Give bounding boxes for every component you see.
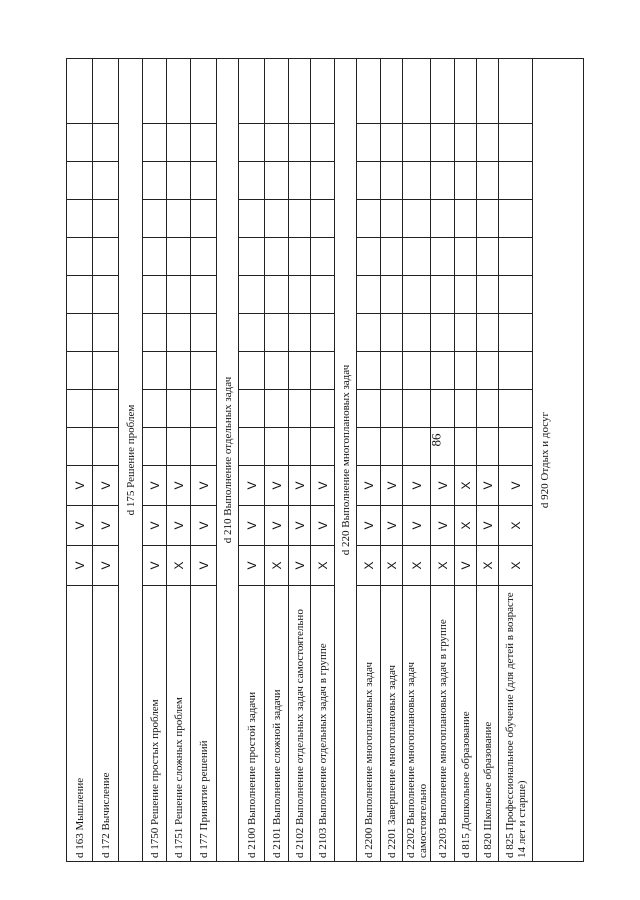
empty-cell xyxy=(289,199,310,237)
section-row xyxy=(217,59,239,861)
mark-cell: V xyxy=(311,465,334,505)
empty-cell xyxy=(431,161,454,199)
empty-cell xyxy=(381,123,402,161)
table-row xyxy=(403,59,431,861)
empty-cell xyxy=(455,199,476,237)
assessment-table xyxy=(66,58,584,862)
empty-cell xyxy=(67,237,92,275)
mark-cell: X xyxy=(499,545,532,585)
table-row xyxy=(311,59,335,861)
activity-name-cell: d 172 Вычисление xyxy=(93,585,118,861)
empty-cell xyxy=(357,313,380,351)
empty-cell xyxy=(67,427,92,465)
empty-cell xyxy=(311,237,334,275)
mark-cell: V xyxy=(289,545,310,585)
empty-cell xyxy=(477,199,498,237)
section-row xyxy=(119,59,143,861)
empty-cell xyxy=(477,351,498,389)
activity-name-cell: d 2202 Выполнение многоплановых задач самостоятельно xyxy=(403,585,430,861)
empty-cell xyxy=(403,85,430,123)
mark-cell: V xyxy=(265,505,288,545)
section-row xyxy=(533,59,557,861)
empty-cell xyxy=(265,161,288,199)
empty-cell xyxy=(143,199,166,237)
mark-cell: V xyxy=(67,505,92,545)
empty-cell xyxy=(191,237,216,275)
empty-cell xyxy=(167,427,190,465)
mark-cell: V xyxy=(93,505,118,545)
empty-cell xyxy=(239,237,264,275)
empty-cell xyxy=(67,313,92,351)
empty-cell xyxy=(403,389,430,427)
empty-cell xyxy=(431,123,454,161)
empty-cell xyxy=(289,85,310,123)
table-row xyxy=(239,59,265,861)
empty-cell xyxy=(143,389,166,427)
mark-cell: X xyxy=(311,545,334,585)
empty-cell xyxy=(311,85,334,123)
table-row xyxy=(191,59,217,861)
empty-cell xyxy=(239,313,264,351)
empty-cell xyxy=(477,123,498,161)
empty-cell xyxy=(499,199,532,237)
table-row xyxy=(93,59,119,861)
empty-cell xyxy=(311,351,334,389)
empty-cell xyxy=(311,161,334,199)
empty-cell xyxy=(477,161,498,199)
mark-cell: V xyxy=(499,465,532,505)
mark-cell: V xyxy=(191,545,216,585)
activity-name-cell: d 1751 Решение сложных проблем xyxy=(167,585,190,861)
empty-cell xyxy=(239,199,264,237)
empty-cell xyxy=(67,275,92,313)
mark-cell: V xyxy=(357,505,380,545)
empty-cell xyxy=(143,161,166,199)
mark-cell: V xyxy=(357,465,380,505)
empty-cell xyxy=(381,237,402,275)
section-row xyxy=(335,59,357,861)
mark-cell: V xyxy=(431,465,454,505)
empty-cell xyxy=(311,389,334,427)
mark-cell: V xyxy=(403,505,430,545)
mark-cell: V xyxy=(431,505,454,545)
empty-cell xyxy=(477,427,498,465)
empty-cell xyxy=(289,351,310,389)
empty-cell xyxy=(455,85,476,123)
mark-cell: V xyxy=(67,465,92,505)
empty-cell xyxy=(93,275,118,313)
empty-cell xyxy=(93,237,118,275)
empty-cell xyxy=(191,427,216,465)
empty-cell xyxy=(167,351,190,389)
empty-cell xyxy=(167,275,190,313)
mark-cell: V xyxy=(311,505,334,545)
mark-cell: V xyxy=(381,505,402,545)
mark-cell: X xyxy=(431,545,454,585)
empty-cell xyxy=(499,427,532,465)
empty-cell xyxy=(357,351,380,389)
empty-cell xyxy=(381,427,402,465)
empty-cell xyxy=(499,351,532,389)
empty-cell xyxy=(143,85,166,123)
empty-cell xyxy=(357,389,380,427)
table-row xyxy=(67,59,93,861)
activity-name-cell: d 2103 Выполнение отдельных задач в группе xyxy=(311,585,334,861)
empty-cell xyxy=(167,123,190,161)
mark-cell: V xyxy=(289,465,310,505)
empty-cell xyxy=(431,313,454,351)
empty-cell xyxy=(431,389,454,427)
empty-cell xyxy=(191,123,216,161)
activity-name-cell: d 920 Отдых и досуг xyxy=(539,411,551,509)
empty-cell xyxy=(167,85,190,123)
empty-cell xyxy=(357,161,380,199)
empty-cell xyxy=(455,313,476,351)
empty-cell xyxy=(265,427,288,465)
mark-cell: X xyxy=(381,545,402,585)
empty-cell xyxy=(289,389,310,427)
activity-name-cell: d 815 Дошкольное образование xyxy=(455,585,476,861)
empty-cell xyxy=(191,161,216,199)
activity-name-cell: d 220 Выполнение многоплановых задач xyxy=(339,364,352,556)
empty-cell xyxy=(289,237,310,275)
empty-cell xyxy=(93,351,118,389)
empty-cell xyxy=(239,275,264,313)
empty-cell xyxy=(381,161,402,199)
empty-cell xyxy=(311,313,334,351)
mark-cell: V xyxy=(403,465,430,505)
table-row xyxy=(265,59,289,861)
empty-cell xyxy=(239,161,264,199)
mark-cell: V xyxy=(67,545,92,585)
mark-cell: V xyxy=(143,465,166,505)
mark-cell: V xyxy=(191,465,216,505)
empty-cell xyxy=(431,237,454,275)
empty-cell xyxy=(381,389,402,427)
empty-cell xyxy=(403,199,430,237)
mark-cell: X xyxy=(455,505,476,545)
mark-cell: V xyxy=(289,505,310,545)
empty-cell xyxy=(311,275,334,313)
empty-cell xyxy=(67,351,92,389)
empty-cell xyxy=(431,85,454,123)
empty-cell xyxy=(431,275,454,313)
activity-name-cell: d 2101 Выполнение сложной задачи xyxy=(265,585,288,861)
table-row xyxy=(167,59,191,861)
empty-cell xyxy=(455,123,476,161)
empty-cell xyxy=(289,161,310,199)
empty-cell xyxy=(167,161,190,199)
empty-cell xyxy=(357,85,380,123)
empty-cell xyxy=(455,351,476,389)
mark-cell: V xyxy=(167,465,190,505)
activity-name-cell: d 2200 Выполнение многоплановых задач xyxy=(357,585,380,861)
table-row xyxy=(289,59,311,861)
empty-cell xyxy=(311,199,334,237)
empty-cell xyxy=(477,313,498,351)
empty-cell xyxy=(191,351,216,389)
mark-cell: V xyxy=(191,505,216,545)
empty-cell xyxy=(381,313,402,351)
activity-name-cell: d 2100 Выполнение простой задачи xyxy=(239,585,264,861)
empty-cell xyxy=(499,313,532,351)
mark-cell: V xyxy=(239,545,264,585)
table-row xyxy=(499,59,533,861)
empty-cell xyxy=(455,275,476,313)
empty-cell xyxy=(167,199,190,237)
empty-cell xyxy=(265,237,288,275)
empty-cell xyxy=(289,275,310,313)
empty-cell xyxy=(239,389,264,427)
empty-cell xyxy=(191,313,216,351)
empty-cell xyxy=(93,199,118,237)
empty-cell xyxy=(455,389,476,427)
empty-cell xyxy=(357,237,380,275)
empty-cell xyxy=(289,123,310,161)
empty-cell xyxy=(357,275,380,313)
page-number: 86 xyxy=(428,433,444,447)
mark-cell: V xyxy=(93,545,118,585)
empty-cell xyxy=(239,427,264,465)
empty-cell xyxy=(265,85,288,123)
empty-cell xyxy=(67,161,92,199)
empty-cell xyxy=(67,389,92,427)
empty-cell xyxy=(143,275,166,313)
empty-cell xyxy=(67,85,92,123)
table-row xyxy=(428,59,455,861)
mark-cell: V xyxy=(143,545,166,585)
empty-cell xyxy=(477,237,498,275)
empty-cell xyxy=(191,85,216,123)
activity-name-cell: d 177 Принятие решений xyxy=(191,585,216,861)
empty-cell xyxy=(191,389,216,427)
empty-cell xyxy=(93,161,118,199)
table-body xyxy=(67,59,557,861)
empty-cell xyxy=(428,427,454,465)
empty-cell xyxy=(381,199,402,237)
empty-cell xyxy=(403,237,430,275)
empty-cell xyxy=(167,313,190,351)
empty-cell xyxy=(93,85,118,123)
empty-cell xyxy=(239,85,264,123)
empty-cell xyxy=(357,427,380,465)
mark-cell: V xyxy=(265,465,288,505)
empty-cell xyxy=(431,199,454,237)
empty-cell xyxy=(381,351,402,389)
empty-cell xyxy=(357,199,380,237)
table-row xyxy=(381,59,403,861)
empty-cell xyxy=(265,313,288,351)
empty-cell xyxy=(265,351,288,389)
mark-cell: X xyxy=(403,545,430,585)
empty-cell xyxy=(93,313,118,351)
empty-cell xyxy=(403,351,430,389)
empty-cell xyxy=(289,313,310,351)
empty-cell xyxy=(167,389,190,427)
empty-cell xyxy=(289,427,310,465)
empty-cell xyxy=(93,427,118,465)
empty-cell xyxy=(403,123,430,161)
mark-cell: V xyxy=(93,465,118,505)
activity-name-cell: d 2203 Выполнение многоплановых задач в группе xyxy=(431,585,454,861)
empty-cell xyxy=(357,123,380,161)
activity-name-cell: d 2201 Завершение многоплановых задач xyxy=(381,585,402,861)
empty-cell xyxy=(499,389,532,427)
mark-cell: V xyxy=(239,465,264,505)
empty-cell xyxy=(499,161,532,199)
table-row xyxy=(477,59,499,861)
activity-name-cell: d 1750 Решение простых проблем xyxy=(143,585,166,861)
mark-cell: V xyxy=(477,505,498,545)
activity-name-cell: d 163 Мышление xyxy=(67,585,92,861)
empty-cell xyxy=(239,351,264,389)
empty-cell xyxy=(455,161,476,199)
empty-cell xyxy=(239,123,264,161)
empty-cell xyxy=(499,275,532,313)
table-row xyxy=(357,59,381,861)
empty-cell xyxy=(93,389,118,427)
activity-name-cell: d 2102 Выполнение отдельных задач самостоятельно xyxy=(289,585,310,861)
empty-cell xyxy=(381,275,402,313)
empty-cell xyxy=(477,389,498,427)
empty-cell xyxy=(265,275,288,313)
empty-cell xyxy=(499,123,532,161)
mark-cell: V xyxy=(239,505,264,545)
mark-cell: X xyxy=(357,545,380,585)
empty-cell xyxy=(403,427,430,465)
empty-cell xyxy=(191,199,216,237)
mark-cell: V xyxy=(381,465,402,505)
empty-cell xyxy=(265,389,288,427)
empty-cell xyxy=(67,199,92,237)
empty-cell xyxy=(381,85,402,123)
empty-cell xyxy=(455,427,476,465)
empty-cell xyxy=(265,123,288,161)
mark-cell: V xyxy=(455,545,476,585)
empty-cell xyxy=(403,275,430,313)
empty-cell xyxy=(403,161,430,199)
empty-cell xyxy=(67,123,92,161)
empty-cell xyxy=(143,351,166,389)
activity-name-cell: d 825 Профессиональное обучение (для детей в возрасте 14 лет и старше) xyxy=(499,585,532,861)
empty-cell xyxy=(477,85,498,123)
empty-cell xyxy=(143,237,166,275)
empty-cell xyxy=(477,275,498,313)
mark-cell: X xyxy=(265,545,288,585)
activity-name-cell: d 210 Выполнение отдельных задач xyxy=(221,376,234,544)
empty-cell xyxy=(93,123,118,161)
empty-cell xyxy=(311,123,334,161)
empty-cell xyxy=(311,427,334,465)
table-row xyxy=(455,59,477,861)
mark-cell: X xyxy=(477,545,498,585)
empty-cell xyxy=(455,237,476,275)
activity-name-cell: d 175 Решение проблем xyxy=(124,404,137,516)
mark-cell: X xyxy=(167,545,190,585)
mark-cell: X xyxy=(455,465,476,505)
empty-cell xyxy=(143,313,166,351)
table-row xyxy=(143,59,167,861)
empty-cell xyxy=(499,85,532,123)
empty-cell xyxy=(143,427,166,465)
empty-cell xyxy=(167,237,190,275)
empty-cell xyxy=(143,123,166,161)
mark-cell: V xyxy=(167,505,190,545)
empty-cell xyxy=(403,313,430,351)
empty-cell xyxy=(265,199,288,237)
mark-cell: V xyxy=(143,505,166,545)
empty-cell xyxy=(431,351,454,389)
mark-cell: X xyxy=(499,505,532,545)
mark-cell: V xyxy=(477,465,498,505)
activity-name-cell: d 820 Школьное образование xyxy=(477,585,498,861)
empty-cell xyxy=(191,275,216,313)
empty-cell xyxy=(499,237,532,275)
